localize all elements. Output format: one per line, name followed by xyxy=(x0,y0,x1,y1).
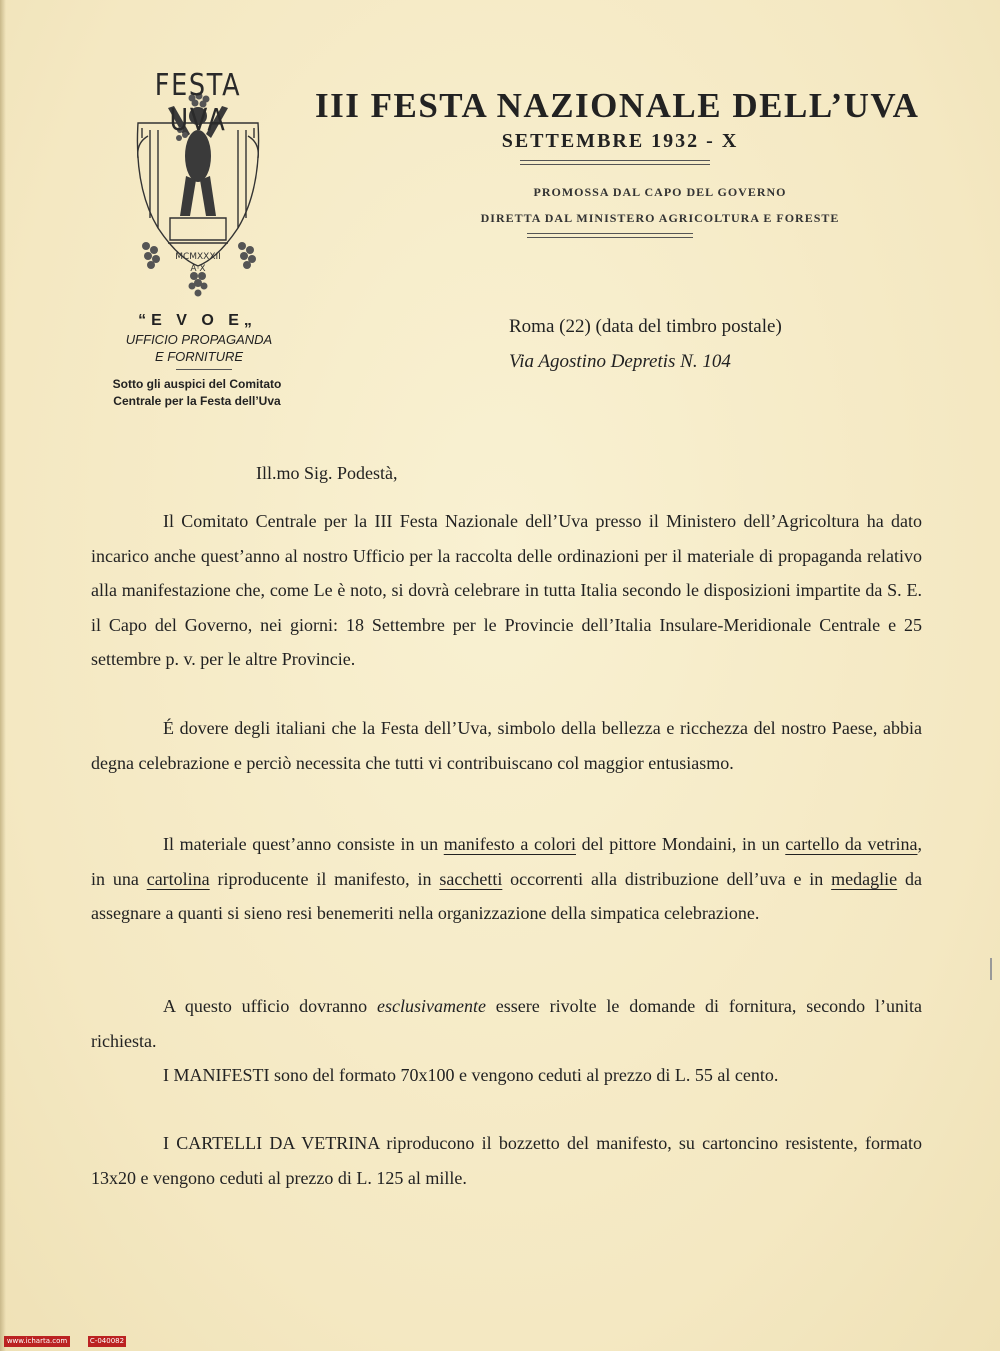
sender-office-line-2: E FORNITURE xyxy=(154,349,244,364)
divider xyxy=(520,164,710,165)
item-cartello: cartello da vetrina xyxy=(785,834,918,854)
paragraph-4 xyxy=(91,989,922,1058)
paragraph-3 xyxy=(91,827,922,931)
sender-auspices xyxy=(82,376,312,410)
paragraph-6: I CARTELLI DA VETRINA riproducono il bozzetto del manifesto, su cartoncino resistente, formato 13x20 e vengono ceduti al prezzo di L. 125 al mille. xyxy=(91,1133,922,1188)
letterhead-title: III FESTA NAZIONALE DELL’UVA xyxy=(315,86,920,125)
code-stamp: C-040082 xyxy=(89,1337,125,1345)
address-street-line: Via Agostino Depretis N. 104 xyxy=(509,351,731,372)
emblem-year: MCMXXXII A·X xyxy=(175,252,221,274)
divider xyxy=(527,237,693,238)
item-cartolina: cartolina xyxy=(146,868,210,889)
auspices-line-1: Sotto gli auspici del Comitato xyxy=(112,377,282,391)
divider xyxy=(527,233,693,234)
p3-text: Il materiale quest’anno consiste in un xyxy=(163,834,444,854)
promotion-notice xyxy=(380,179,940,231)
sender-address xyxy=(509,309,929,379)
letter-greeting: Ill.mo Sig. Podestà, xyxy=(256,463,398,483)
item-sacchetti: sacchetti xyxy=(439,868,503,889)
p4-text: essere rivolte le domande di fornitura, secondo l’unita richiesta. xyxy=(91,996,923,1051)
festa-uva-emblem xyxy=(128,68,268,308)
auspices-line-2: Centrale per la Festa dell’Uva xyxy=(113,394,281,408)
p4-text: A questo ufficio dovranno xyxy=(163,996,377,1016)
sender-office xyxy=(104,331,294,365)
page-edge-shadow xyxy=(0,0,6,1351)
paragraph-1: Il Comitato Centrale per la III Festa Nazionale dell’Uva presso il Ministero dell’Agricoltura ha dato incarico anche quest’anno al nostro Ufficio per la raccolta delle ordinazioni per il materiale di propaganda relativo alla manifestazione che, come Le è noto, si dovrà celebrare in tutta Italia secondo le disposizioni impartite da S. E. il Capo del Governo, nei giorni: 18 Settembre per le Provincie dell’Italia Insulare-Meridionale Centrale e 25 settembre p. v. per le altre Provincie. xyxy=(91,511,922,669)
p3-text: riproducente il manifesto, in xyxy=(209,868,440,889)
sender-name: “E V O E„ xyxy=(138,312,257,329)
site-stamp: www.icharta.com xyxy=(4,1336,70,1347)
divider xyxy=(176,369,232,370)
promotion-line-1: PROMOSSA DAL CAPO DEL GOVERNO xyxy=(533,185,787,199)
paragraph-5: I MANIFESTI sono del formato 70x100 e vengono ceduti al prezzo di L. 55 al cento. xyxy=(163,1065,779,1085)
emblem-title: FESTA UVA xyxy=(154,68,242,138)
p3-text: da assegnare a quanti si sieno resi benemeriti nella organizzazione della simpatica celebrazione. xyxy=(91,868,922,923)
divider xyxy=(520,160,710,161)
p3-text: del pittore Mondaini, in un xyxy=(575,834,786,854)
p4-emphasis: esclusivamente xyxy=(376,996,486,1016)
letterhead-subtitle: SETTEMBRE 1932 - X xyxy=(501,130,739,152)
address-city-line: Roma (22) (data del timbro postale) xyxy=(509,316,782,337)
sender-office-line-1: UFFICIO PROPAGANDA xyxy=(125,332,273,347)
p3-text: occorrenti alla distribuzione dell’uva e in xyxy=(502,868,832,889)
fold-mark xyxy=(990,958,992,980)
p3-text: , in una xyxy=(91,834,922,889)
promotion-line-2: DIRETTA DAL MINISTERO AGRICOLTURA E FORESTE xyxy=(480,211,840,225)
item-manifesto: manifesto a colori xyxy=(443,834,576,854)
item-medaglie: medaglie xyxy=(831,868,898,889)
paragraph-2: É dovere degli italiani che la Festa dell’Uva, simbolo della bellezza e ricchezza del nostro Paese, abbia degna celebrazione e perciò necessita che tutti vi contribuiscano col maggior entusiasmo. xyxy=(91,718,922,773)
